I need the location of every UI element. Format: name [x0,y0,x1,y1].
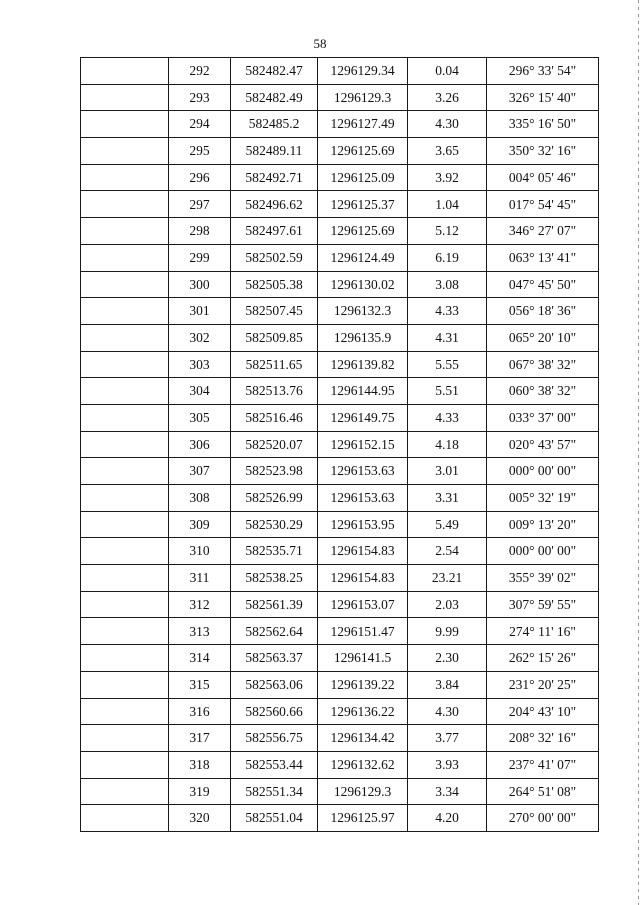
x-coordinate-cell: 582482.49 [231,84,318,111]
x-coordinate-cell: 582551.04 [231,805,318,832]
distance-cell: 4.31 [408,324,487,351]
x-coordinate-cell: 582526.99 [231,485,318,512]
table-row [81,244,599,271]
bearing-cell: 208° 32' 16" [487,725,599,752]
y-coordinate-cell: 1296125.69 [318,218,408,245]
table-row [81,778,599,805]
coordinates-table-body [81,58,599,832]
y-coordinate-cell: 1296153.63 [318,485,408,512]
blank-cell [81,751,169,778]
y-coordinate-cell: 1296130.02 [318,271,408,298]
blank-cell [81,271,169,298]
x-coordinate-cell: 582507.45 [231,298,318,325]
bearing-cell: 063° 13' 41" [487,244,599,271]
y-coordinate-cell: 1296144.95 [318,378,408,405]
distance-cell: 4.33 [408,404,487,431]
blank-cell [81,351,169,378]
point-number-cell: 304 [169,378,231,405]
blank-cell [81,84,169,111]
x-coordinate-cell: 582489.11 [231,138,318,165]
point-number-cell: 293 [169,84,231,111]
blank-cell [81,565,169,592]
x-coordinate-cell: 582556.75 [231,725,318,752]
point-number-cell: 309 [169,511,231,538]
bearing-cell: 000° 00' 00" [487,458,599,485]
bearing-cell: 355° 39' 02" [487,565,599,592]
x-coordinate-cell: 582482.47 [231,58,318,85]
x-coordinate-cell: 582509.85 [231,324,318,351]
bearing-cell: 326° 15' 40" [487,84,599,111]
x-coordinate-cell: 582561.39 [231,591,318,618]
table-row [81,431,599,458]
y-coordinate-cell: 1296125.97 [318,805,408,832]
distance-cell: 6.19 [408,244,487,271]
blank-cell [81,778,169,805]
y-coordinate-cell: 1296151.47 [318,618,408,645]
y-coordinate-cell: 1296153.07 [318,591,408,618]
distance-cell: 4.30 [408,698,487,725]
x-coordinate-cell: 582553.44 [231,751,318,778]
blank-cell [81,591,169,618]
table-row [81,191,599,218]
blank-cell [81,698,169,725]
distance-cell: 3.08 [408,271,487,298]
bearing-cell: 009° 13' 20" [487,511,599,538]
point-number-cell: 319 [169,778,231,805]
point-number-cell: 301 [169,298,231,325]
y-coordinate-cell: 1296139.82 [318,351,408,378]
distance-cell: 23.21 [408,565,487,592]
point-number-cell: 314 [169,645,231,672]
table-row [81,351,599,378]
distance-cell: 0.04 [408,58,487,85]
y-coordinate-cell: 1296141.5 [318,645,408,672]
x-coordinate-cell: 582563.37 [231,645,318,672]
blank-cell [81,725,169,752]
table-row [81,538,599,565]
table-row [81,324,599,351]
point-number-cell: 318 [169,751,231,778]
x-coordinate-cell: 582562.64 [231,618,318,645]
y-coordinate-cell: 1296132.62 [318,751,408,778]
x-coordinate-cell: 582505.38 [231,271,318,298]
distance-cell: 2.54 [408,538,487,565]
point-number-cell: 307 [169,458,231,485]
y-coordinate-cell: 1296129.3 [318,778,408,805]
point-number-cell: 313 [169,618,231,645]
point-number-cell: 308 [169,485,231,512]
y-coordinate-cell: 1296132.3 [318,298,408,325]
blank-cell [81,164,169,191]
blank-cell [81,58,169,85]
blank-cell [81,538,169,565]
distance-cell: 2.30 [408,645,487,672]
point-number-cell: 292 [169,58,231,85]
blank-cell [81,244,169,271]
blank-cell [81,324,169,351]
blank-cell [81,671,169,698]
blank-cell [81,218,169,245]
x-coordinate-cell: 582496.62 [231,191,318,218]
bearing-cell: 231° 20' 25" [487,671,599,698]
bearing-cell: 000° 00' 00" [487,538,599,565]
bearing-cell: 060° 38' 32" [487,378,599,405]
distance-cell: 5.55 [408,351,487,378]
distance-cell: 9.99 [408,618,487,645]
x-coordinate-cell: 582520.07 [231,431,318,458]
y-coordinate-cell: 1296136.22 [318,698,408,725]
distance-cell: 5.51 [408,378,487,405]
y-coordinate-cell: 1296125.09 [318,164,408,191]
blank-cell [81,378,169,405]
bearing-cell: 033° 37' 00" [487,404,599,431]
table-row [81,271,599,298]
bearing-cell: 067° 38' 32" [487,351,599,378]
x-coordinate-cell: 582523.98 [231,458,318,485]
point-number-cell: 296 [169,164,231,191]
y-coordinate-cell: 1296154.83 [318,538,408,565]
x-coordinate-cell: 582497.61 [231,218,318,245]
bearing-cell: 237° 41' 07" [487,751,599,778]
y-coordinate-cell: 1296154.83 [318,565,408,592]
table-row [81,618,599,645]
distance-cell: 5.12 [408,218,487,245]
distance-cell: 1.04 [408,191,487,218]
distance-cell: 4.18 [408,431,487,458]
bearing-cell: 296° 33' 54" [487,58,599,85]
bearing-cell: 264° 51' 08" [487,778,599,805]
y-coordinate-cell: 1296152.15 [318,431,408,458]
x-coordinate-cell: 582560.66 [231,698,318,725]
distance-cell: 4.33 [408,298,487,325]
bearing-cell: 270° 00' 00" [487,805,599,832]
point-number-cell: 300 [169,271,231,298]
y-coordinate-cell: 1296129.3 [318,84,408,111]
y-coordinate-cell: 1296153.63 [318,458,408,485]
y-coordinate-cell: 1296124.49 [318,244,408,271]
distance-cell: 3.93 [408,751,487,778]
bearing-cell: 004° 05' 46" [487,164,599,191]
point-number-cell: 299 [169,244,231,271]
y-coordinate-cell: 1296129.34 [318,58,408,85]
bearing-cell: 204° 43' 10" [487,698,599,725]
table-row [81,218,599,245]
distance-cell: 5.49 [408,511,487,538]
distance-cell: 3.65 [408,138,487,165]
page-number: 58 [313,36,327,51]
table-row [81,404,599,431]
point-number-cell: 316 [169,698,231,725]
coordinates-table [80,57,599,832]
point-number-cell: 317 [169,725,231,752]
y-coordinate-cell: 1296127.49 [318,111,408,138]
y-coordinate-cell: 1296149.75 [318,404,408,431]
table-row [81,591,599,618]
x-coordinate-cell: 582551.34 [231,778,318,805]
bearing-cell: 047° 45' 50" [487,271,599,298]
blank-cell [81,138,169,165]
point-number-cell: 306 [169,431,231,458]
distance-cell: 4.20 [408,805,487,832]
point-number-cell: 320 [169,805,231,832]
point-number-cell: 312 [169,591,231,618]
blank-cell [81,511,169,538]
distance-cell: 3.34 [408,778,487,805]
x-coordinate-cell: 582511.65 [231,351,318,378]
y-coordinate-cell: 1296134.42 [318,725,408,752]
point-number-cell: 302 [169,324,231,351]
bearing-cell: 307° 59' 55" [487,591,599,618]
table-row [81,805,599,832]
x-coordinate-cell: 582530.29 [231,511,318,538]
blank-cell [81,805,169,832]
bearing-cell: 065° 20' 10" [487,324,599,351]
x-coordinate-cell: 582513.76 [231,378,318,405]
x-coordinate-cell: 582535.71 [231,538,318,565]
blank-cell [81,458,169,485]
point-number-cell: 311 [169,565,231,592]
point-number-cell: 294 [169,111,231,138]
table-row [81,138,599,165]
blank-cell [81,298,169,325]
blank-cell [81,191,169,218]
table-row [81,458,599,485]
table-row [81,671,599,698]
y-coordinate-cell: 1296153.95 [318,511,408,538]
distance-cell: 3.26 [408,84,487,111]
table-row [81,58,599,85]
x-coordinate-cell: 582485.2 [231,111,318,138]
table-row [81,698,599,725]
distance-cell: 3.84 [408,671,487,698]
bearing-cell: 350° 32' 16" [487,138,599,165]
x-coordinate-cell: 582538.25 [231,565,318,592]
table-row [81,378,599,405]
distance-cell: 3.31 [408,485,487,512]
bearing-cell: 017° 54' 45" [487,191,599,218]
point-number-cell: 297 [169,191,231,218]
blank-cell [81,618,169,645]
x-coordinate-cell: 582492.71 [231,164,318,191]
table-row [81,751,599,778]
blank-cell [81,431,169,458]
blank-cell [81,404,169,431]
distance-cell: 4.30 [408,111,487,138]
bearing-cell: 005° 32' 19" [487,485,599,512]
point-number-cell: 298 [169,218,231,245]
bearing-cell: 020° 43' 57" [487,431,599,458]
table-row [81,565,599,592]
y-coordinate-cell: 1296139.22 [318,671,408,698]
table-row [81,111,599,138]
bearing-cell: 056° 18' 36" [487,298,599,325]
x-coordinate-cell: 582502.59 [231,244,318,271]
bearing-cell: 262° 15' 26" [487,645,599,672]
point-number-cell: 303 [169,351,231,378]
distance-cell: 3.77 [408,725,487,752]
table-row [81,725,599,752]
y-coordinate-cell: 1296125.37 [318,191,408,218]
x-coordinate-cell: 582563.06 [231,671,318,698]
blank-cell [81,485,169,512]
table-row [81,645,599,672]
point-number-cell: 315 [169,671,231,698]
point-number-cell: 295 [169,138,231,165]
distance-cell: 3.92 [408,164,487,191]
bearing-cell: 346° 27' 07" [487,218,599,245]
table-row [81,485,599,512]
bearing-cell: 335° 16' 50" [487,111,599,138]
table-row [81,164,599,191]
y-coordinate-cell: 1296135.9 [318,324,408,351]
bearing-cell: 274° 11' 16" [487,618,599,645]
table-row [81,298,599,325]
point-number-cell: 310 [169,538,231,565]
blank-cell [81,111,169,138]
y-coordinate-cell: 1296125.69 [318,138,408,165]
table-row [81,84,599,111]
point-number-cell: 305 [169,404,231,431]
table-row [81,511,599,538]
distance-cell: 3.01 [408,458,487,485]
blank-cell [81,645,169,672]
distance-cell: 2.03 [408,591,487,618]
x-coordinate-cell: 582516.46 [231,404,318,431]
page-edge-mark [638,0,639,905]
